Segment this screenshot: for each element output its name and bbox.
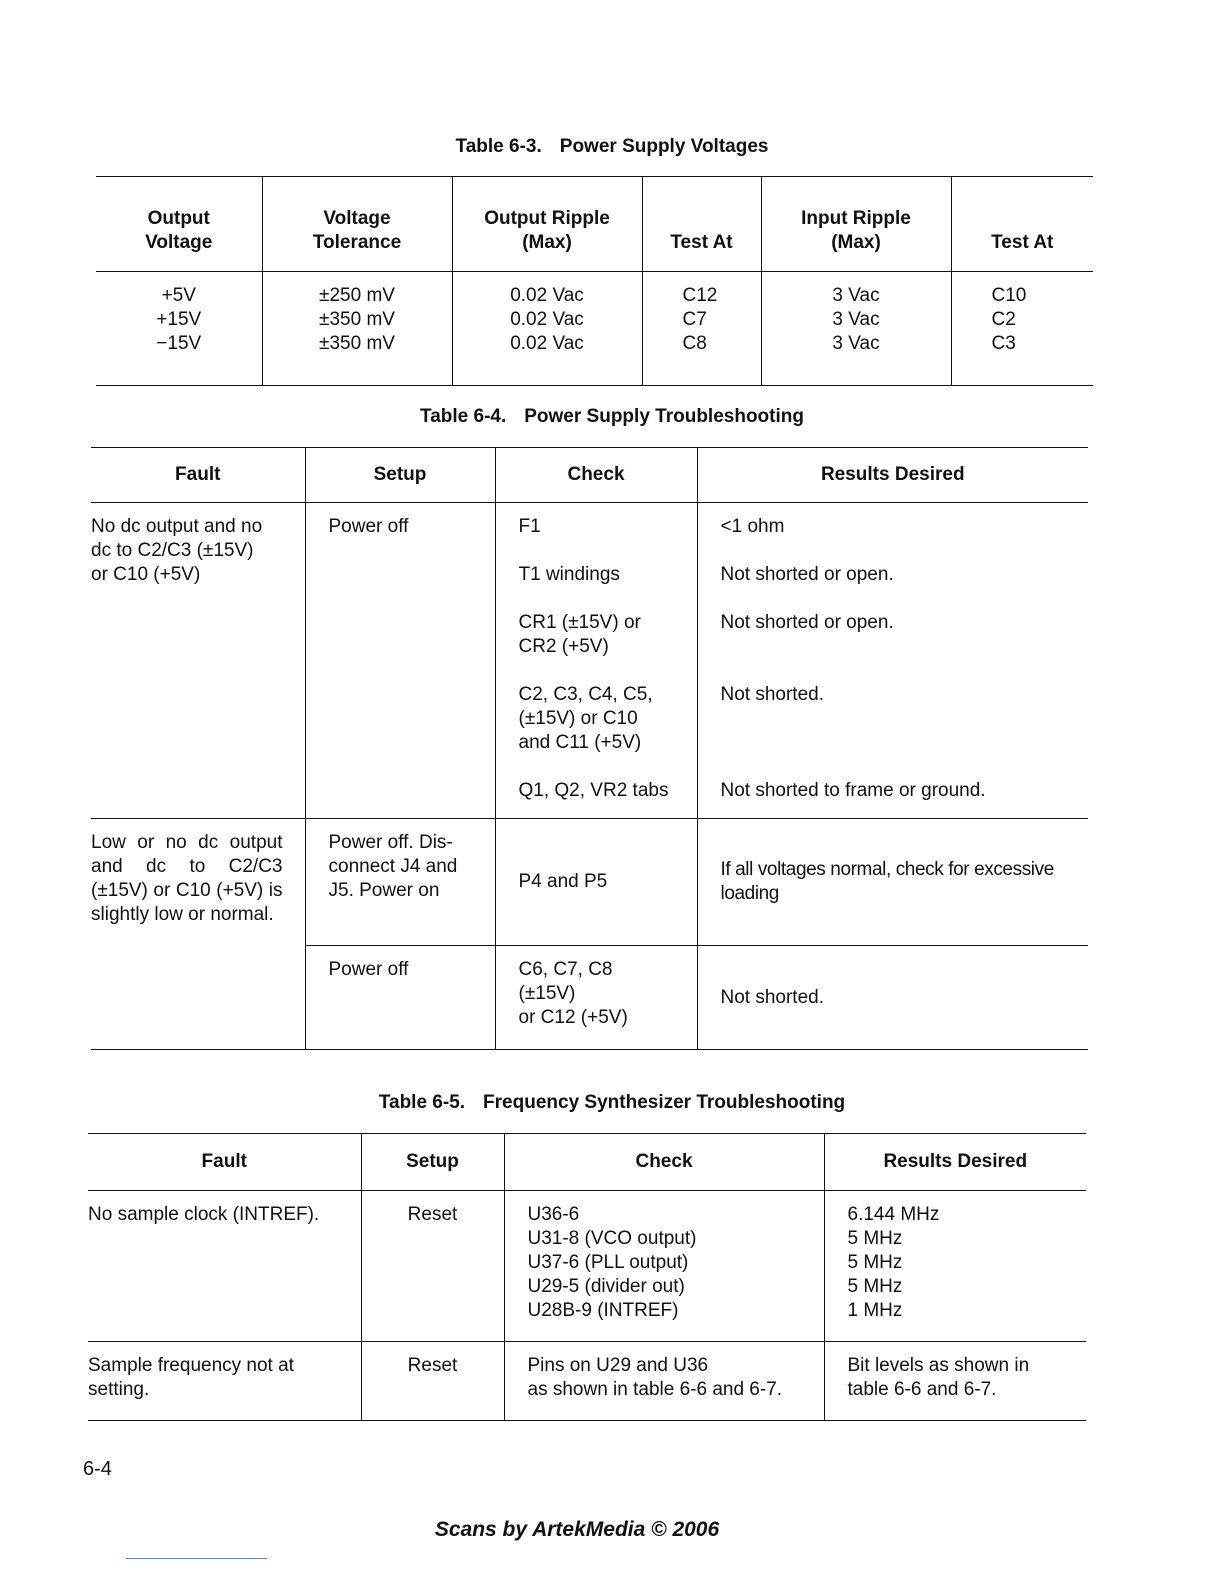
input-ripple-cell: 3 Vac 3 Vac 3 Vac — [761, 272, 951, 386]
check-item: F1 — [518, 516, 541, 537]
table-row — [88, 1191, 1086, 1342]
table-6-3-caption — [0, 136, 1224, 158]
header-results-desired: Results Desired — [697, 448, 1088, 503]
results-cell: Bit levels as shown in table 6-6 and 6-7. — [824, 1342, 1086, 1421]
check-cell: C6, C7, C8 (±15V) or C12 (+5V) — [495, 946, 697, 1050]
setup-cell: Power off — [305, 503, 495, 819]
scan-credit: Scans by ArtekMedia © 2006 — [434, 1518, 720, 1541]
header-test-at-2: Test At — [951, 177, 1093, 272]
check-item: T1 windings — [518, 564, 620, 585]
result-item: Not shorted or open. — [720, 564, 894, 585]
results-cell — [697, 503, 1088, 819]
check-cell: Pins on U29 and U36 as shown in table 6-6 and 6-7. — [504, 1342, 824, 1421]
result-item: Not shorted. — [720, 684, 824, 705]
setup-cell: Power off — [305, 946, 495, 1050]
check-cell: P4 and P5 — [495, 819, 697, 946]
setup-cell: Reset — [361, 1191, 504, 1342]
table-6-4-number: Table 6-4. — [420, 406, 507, 427]
page-number: 6-4 — [83, 1458, 112, 1480]
result-item: <1 ohm — [720, 516, 785, 537]
power-supply-voltages-table — [96, 176, 1093, 386]
table-6-5-title: Frequency Synthesizer Troubleshooting — [483, 1092, 846, 1113]
frequency-synthesizer-troubleshooting-table — [88, 1133, 1086, 1421]
fault-cell: Low or no dc output and dc to C2/C3 (±15V) or C10 (+5V) is slightly low or normal. — [91, 819, 305, 1050]
result-item: Not shorted to frame or ground. — [720, 780, 986, 801]
header-output-ripple: Output Ripple (Max) — [452, 177, 642, 272]
test-at-cell-2: C10 C2 C3 — [951, 272, 1093, 386]
check-item: C2, C3, C4, C5, (±15V) or C10 and C11 (+5V) — [518, 684, 653, 753]
fault-cell: No sample clock (INTREF). — [88, 1204, 320, 1225]
fault-cell: Sample frequency not at setting. — [88, 1342, 361, 1421]
fault-cell: No dc output and no dc to C2/C3 (±15V) or C10 (+5V) — [91, 516, 263, 585]
table-6-3-number: Table 6-3. — [455, 136, 542, 157]
header-setup: Setup — [305, 448, 495, 503]
power-supply-troubleshooting-table — [91, 447, 1088, 1050]
table-row — [88, 1342, 1086, 1421]
table-6-3-title: Power Supply Voltages — [559, 136, 769, 157]
check-item: Q1, Q2, VR2 tabs — [518, 780, 669, 801]
header-check: Check — [495, 448, 697, 503]
table-6-4-title: Power Supply Troubleshooting — [524, 406, 804, 427]
test-at-cell: C12 C7 C8 — [642, 272, 761, 386]
table-6-5-caption — [0, 1092, 1224, 1114]
table-6-5-number: Table 6-5. — [378, 1092, 466, 1113]
header-output-voltage: Output Voltage — [96, 177, 262, 272]
header-voltage-tolerance: Voltage Tolerance — [262, 177, 452, 272]
header-results-desired: Results Desired — [824, 1134, 1086, 1191]
footer-rule — [126, 1558, 267, 1559]
output-voltage-cell: +5V +15V −15V — [156, 285, 202, 354]
table-6-4-caption — [0, 406, 1224, 428]
header-check: Check — [504, 1134, 824, 1191]
output-ripple-cell: 0.02 Vac 0.02 Vac 0.02 Vac — [452, 272, 642, 386]
voltage-tolerance-cell: ±250 mV ±350 mV ±350 mV — [262, 272, 452, 386]
header-fault: Fault — [91, 448, 305, 503]
header-fault: Fault — [88, 1134, 361, 1191]
header-test-at: Test At — [642, 177, 761, 272]
results-cell: 6.144 MHz 5 MHz 5 MHz 5 MHz 1 MHz — [824, 1191, 1086, 1342]
results-cell: If all voltages normal, check for excessive loading — [697, 819, 1088, 946]
result-item: Not shorted or open. — [720, 612, 894, 633]
check-cell — [495, 503, 697, 819]
setup-cell: Power off. Dis- connect J4 and J5. Power on — [305, 819, 495, 946]
table-row — [91, 819, 1088, 946]
setup-cell: Reset — [361, 1342, 504, 1421]
results-cell: Not shorted. — [697, 946, 1088, 1050]
header-setup: Setup — [361, 1134, 504, 1191]
check-item: CR1 (±15V) or CR2 (+5V) — [518, 612, 641, 657]
check-cell: U36-6 U31-8 (VCO output) U37-6 (PLL output) U29-5 (divider out) U28B-9 (INTREF) — [504, 1191, 824, 1342]
table-row — [91, 503, 1088, 819]
table-row — [96, 272, 1093, 386]
header-input-ripple: Input Ripple (Max) — [761, 177, 951, 272]
